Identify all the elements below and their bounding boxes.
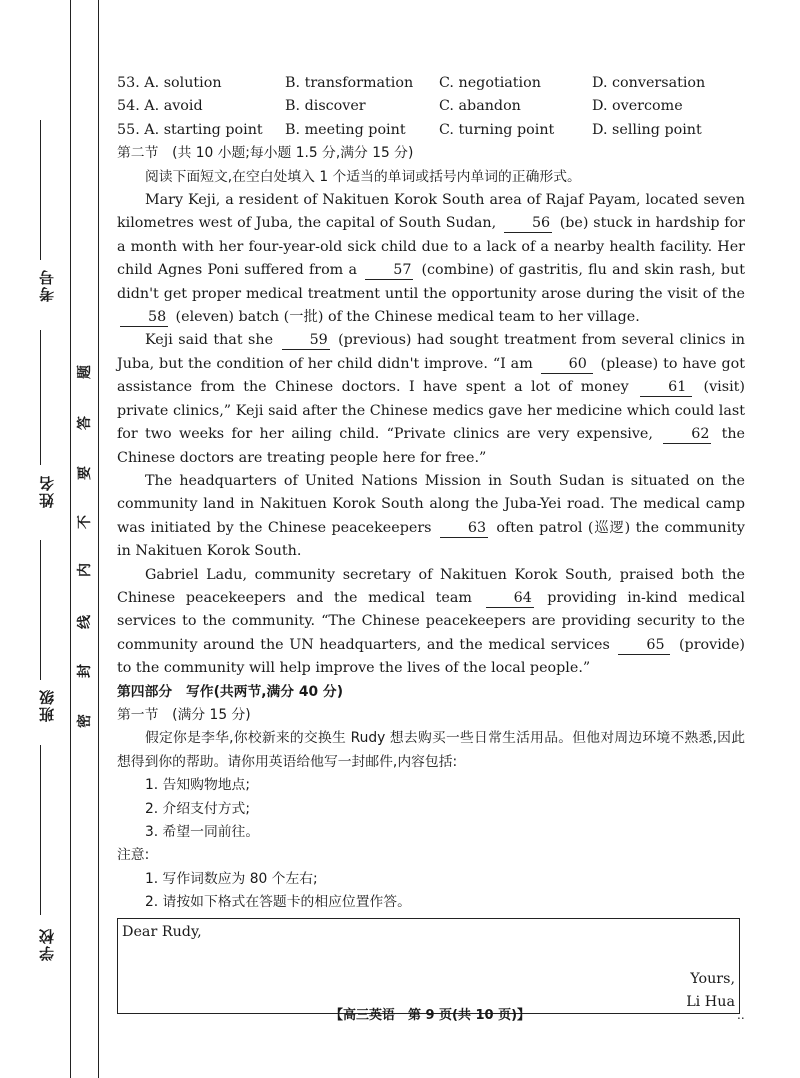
seal-char: 线: [77, 615, 93, 629]
blank-56[interactable]: 56: [504, 214, 552, 233]
note-item: 2. 请按如下格式在答题卡的相应位置作答。: [145, 894, 411, 911]
letter-signature: Li Hua: [686, 993, 735, 1010]
school-label: 学校: [38, 927, 56, 961]
option-d: D. overcome: [592, 98, 683, 115]
blank-65[interactable]: 65: [618, 636, 670, 655]
blank-60[interactable]: 60: [541, 355, 593, 374]
seal-char: 封: [77, 664, 93, 678]
seal-char: 密: [77, 714, 93, 728]
blank-62[interactable]: 62: [663, 425, 711, 444]
section2-title: 第二节 (共 10 小题;每小题 1.5 分,满分 15 分): [117, 145, 414, 162]
option-c: C. abandon: [439, 98, 521, 115]
prompt-item: 1. 告知购物地点;: [145, 777, 250, 794]
option-d: D. selling point: [592, 121, 702, 138]
passage-paragraph-1: Mary Keji, a resident of Nakituen Korok South area of Rajaf Payam, located seven kilometres west of Juba, the capital of South Sudan, 56 (be) stuck in hardship for a month with her four-year-old sick child due to a lack of a nearby health facility. Her child Agnes Poni suffered from a 57 (combine) of gastritis, flu and skin rash, but didn't get proper medical treatment until the opportunity arose during the visit of the 58 (eleven) batch (一批) of the Chinese medical team to her village.: [117, 192, 745, 326]
blank-63[interactable]: 63: [440, 519, 488, 538]
letter-greeting: Dear Rudy,: [122, 923, 202, 940]
seal-char: 答: [77, 416, 93, 430]
passage-paragraph-3: The headquarters of United Nations Mission in South Sudan is situated on the community land in Nakituen Korok South along the Juba-Yei road. The medical camp was initiated by the Chinese peacekeepers 63 often patrol (巡逻) the community in Nakituen Korok South.: [117, 472, 746, 560]
page-footer: 【高三英语 第 9 页(共 10 页)】: [329, 1008, 531, 1023]
blank-59[interactable]: 59: [282, 331, 330, 350]
note-item: 1. 写作词数应为 80 个左右;: [145, 870, 318, 887]
seal-char: 不: [77, 515, 93, 529]
option-a: 53. A. solution: [117, 75, 222, 91]
option-row: [117, 95, 745, 118]
option-c: C. turning point: [439, 121, 555, 138]
exam-content: [117, 72, 745, 1014]
blank-58[interactable]: 58: [120, 308, 168, 327]
prompt-item: 3. 希望一同前往。: [145, 824, 260, 840]
option-row: [117, 72, 745, 95]
letter-closing: Yours,: [690, 970, 735, 987]
option-b: B. discover: [285, 98, 366, 115]
seal-char: 题: [77, 365, 93, 379]
writing-prompt: 假定你是李华,你校新来的交换生 Rudy 想去购买一些日常生活用品。但他对周边环境不熟悉,因此想得到你的帮助。请你用英语给他写一封邮件,内容包括:: [117, 730, 745, 770]
passage-paragraph-4: Gabriel Ladu, community secretary of Nakituen Korok South, praised both the Chinese peacekeepers and the medical team 64 providing in-kind medical services to the community. “The Chinese peacekeepers are providing security to the community around the UN headquarters, and the medical services 65 (provide) to the community will help improve the lives of the local people.”: [117, 566, 745, 677]
option-a: 54. A. avoid: [117, 98, 203, 115]
option-a: 55. A. starting point: [117, 121, 263, 138]
exam-no-blank[interactable]: [40, 120, 52, 260]
class-label: 班级: [38, 688, 56, 722]
blank-64[interactable]: 64: [486, 589, 534, 608]
prompt-item: 2. 介绍支付方式;: [145, 800, 250, 817]
part4-title: 第四部分 写作(共两节,满分 40 分): [117, 683, 344, 700]
footer-dots: ..: [737, 1008, 745, 1022]
passage-paragraph-2: Keji said that she 59 (previous) had sought treatment from several clinics in Juba, but the condition of her child didn't improve. “I am 60 (please) to have got assistance from the Chinese doctors. I have spent a lot of money 61 (visit) private clinics,” Keji said after the Chinese medics gave her medicine which could last for two weeks for her ailing child. “Private clinics are very expensive, 62 the Chinese doctors are treating people here for free.”: [117, 332, 746, 466]
option-b: B. meeting point: [285, 121, 406, 138]
letter-answer-box[interactable]: [117, 918, 740, 1014]
notes-label: 注意:: [117, 847, 150, 864]
exam-no-label: 考号: [38, 268, 56, 302]
option-row: [117, 119, 745, 142]
name-blank[interactable]: [40, 330, 52, 465]
school-blank[interactable]: [40, 745, 52, 915]
option-b: B. transformation: [285, 75, 414, 91]
seal-char: 内: [77, 563, 93, 577]
binding-line-outer: [70, 0, 71, 1078]
option-c: C. negotiation: [439, 75, 541, 91]
blank-57[interactable]: 57: [365, 261, 413, 280]
blank-61[interactable]: 61: [640, 378, 692, 397]
seal-char: 要: [77, 466, 93, 480]
name-label: 姓名: [38, 474, 56, 508]
section2-instruction: 阅读下面短文,在空白处填入 1 个适当的单词或括号内单词的正确形式。: [145, 168, 581, 185]
class-blank[interactable]: [40, 540, 52, 680]
option-d: D. conversation: [592, 75, 706, 91]
part4-section1-title: 第一节 (满分 15 分): [117, 706, 251, 723]
binding-line-inner: [98, 0, 99, 1078]
